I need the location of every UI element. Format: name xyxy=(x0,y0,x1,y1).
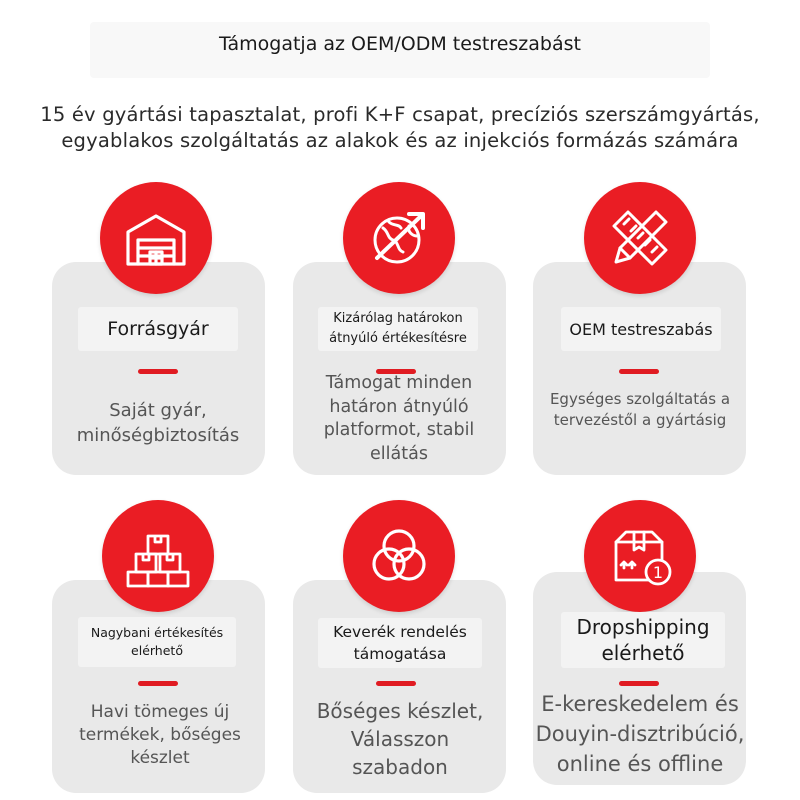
icon-circle xyxy=(343,182,455,294)
subtitle-line: 15 év gyártási tapasztalat, profi K+F csapat, precíziós szerszámgyártás, xyxy=(40,103,760,126)
red-divider xyxy=(619,369,659,374)
package-badge-icon xyxy=(604,520,676,592)
feature-description: Bőséges készlet, Válasszon szabadon xyxy=(316,699,484,779)
page-title: Támogatja az OEM/ODM testreszabást xyxy=(219,33,581,55)
ruler-pencil-icon xyxy=(604,202,676,274)
icon-circle xyxy=(584,500,696,612)
overlapping-circles-icon xyxy=(363,520,435,592)
feature-description: Havi tömeges új termékek, bőséges készlet xyxy=(79,702,241,768)
feature-description: Támogat minden határon átnyúló platformot, stabil ellátás xyxy=(323,373,475,464)
icon-circle xyxy=(584,182,696,294)
red-divider xyxy=(619,681,659,686)
stacked-boxes-icon xyxy=(122,520,194,592)
icon-circle xyxy=(343,500,455,612)
feature-title: Forrásgyár xyxy=(78,307,238,351)
feature-description: Saját gyár, minőségbiztosítás xyxy=(76,400,240,446)
feature-title: Keverék rendelés támogatása xyxy=(318,618,482,668)
icon-circle xyxy=(100,182,212,294)
globe-arrow-icon xyxy=(363,202,435,274)
warehouse-icon xyxy=(120,202,192,274)
page-subtitle xyxy=(0,102,800,154)
subtitle-line: egyablakos szolgáltatás az alakok és az injekciós formázás számára xyxy=(61,129,739,152)
red-divider xyxy=(376,681,416,686)
feature-title: Dropshipping elérhető xyxy=(561,612,725,668)
red-divider xyxy=(138,681,178,686)
icon-circle xyxy=(102,500,214,612)
feature-description: E-kereskedelem és Douyin-disztribúció, online és offline xyxy=(535,692,745,776)
feature-description: Egységes szolgáltatás a tervezéstől a gyártásig xyxy=(549,390,731,429)
feature-title: OEM testreszabás xyxy=(561,307,721,351)
badge-count: 1 xyxy=(652,563,664,582)
red-divider xyxy=(138,369,178,374)
feature-title: Kizárólag határokon átnyúló értékesítésre xyxy=(318,307,478,351)
feature-title: Nagybani értékesítés elérhető xyxy=(78,617,236,667)
